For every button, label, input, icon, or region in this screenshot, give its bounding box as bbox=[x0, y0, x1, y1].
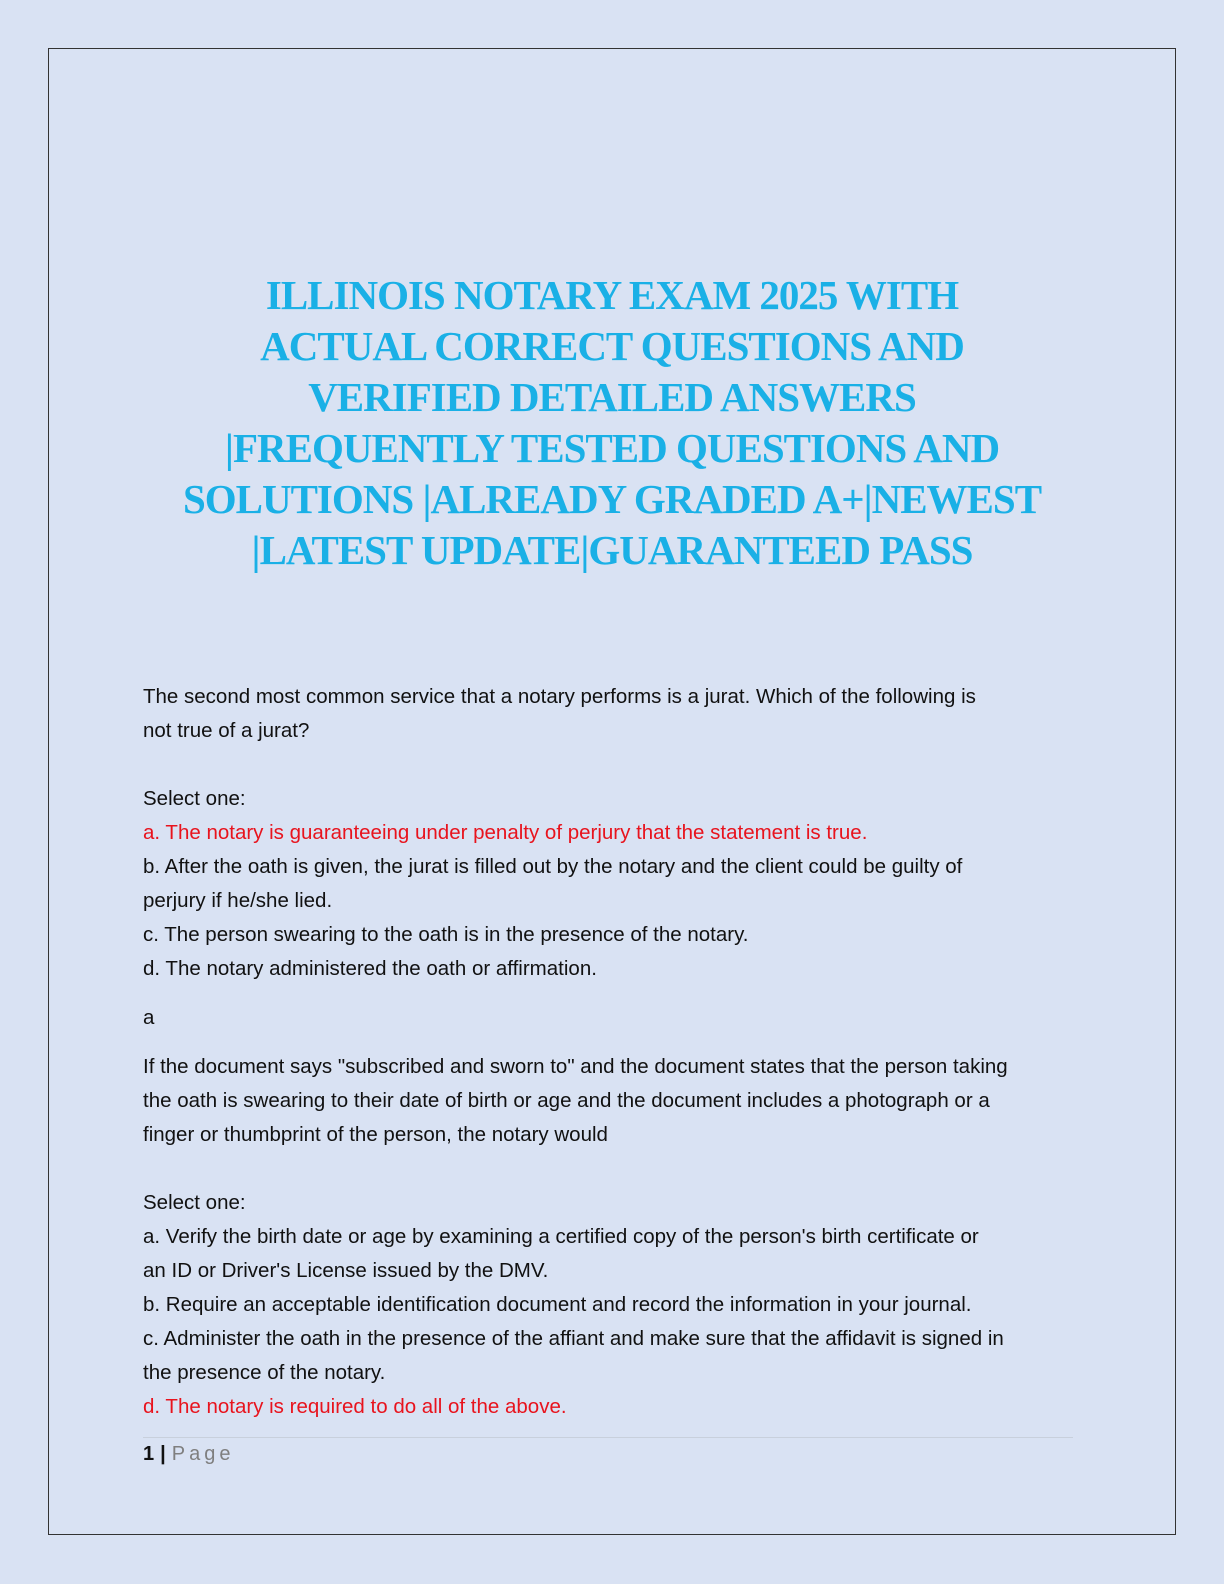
question-text: If the document says "subscribed and sworn to" and the document states that the person taking bbox=[143, 1055, 1008, 1078]
option-d: d. The notary administered the oath or affirmation. bbox=[143, 957, 597, 980]
answer-text: a bbox=[143, 1006, 155, 1029]
option-c: c. The person swearing to the oath is in the presence of the notary. bbox=[143, 923, 749, 946]
page-footer bbox=[143, 1440, 234, 1468]
title-line: VERIFIED DETAILED ANSWERS bbox=[308, 374, 916, 420]
footer-divider bbox=[143, 1437, 1073, 1438]
option-c-continued: the presence of the notary. bbox=[143, 1361, 386, 1384]
title-line: |LATEST UPDATE|GUARANTEED PASS bbox=[251, 527, 973, 573]
page-number: 1 bbox=[143, 1443, 155, 1465]
question-text: finger or thumbprint of the person, the notary would bbox=[143, 1123, 608, 1146]
title-line: ACTUAL CORRECT QUESTIONS AND bbox=[260, 323, 964, 369]
option-b: b. Require an acceptable identification document and record the information in your journal. bbox=[143, 1293, 972, 1316]
select-one-label: Select one: bbox=[143, 1191, 246, 1214]
title-line: SOLUTIONS |ALREADY GRADED A+|NEWEST bbox=[182, 476, 1042, 522]
page-label: Page bbox=[171, 1443, 235, 1465]
title-line: |FREQUENTLY TESTED QUESTIONS AND bbox=[224, 425, 1000, 471]
option-b: b. After the oath is given, the jurat is filled out by the notary and the client could be guilty of bbox=[143, 855, 963, 878]
question-2 bbox=[143, 1050, 1083, 1424]
option-b-continued: perjury if he/she lied. bbox=[143, 889, 333, 912]
document-title bbox=[130, 270, 1094, 576]
question-1 bbox=[143, 680, 1083, 1035]
option-c: c. Administer the oath in the presence of the affiant and make sure that the affidavit is signed in bbox=[143, 1327, 1004, 1350]
question-text: the oath is swearing to their date of birth or age and the document includes a photograph or a bbox=[143, 1089, 990, 1112]
option-a-correct: a. The notary is guaranteeing under penalty of perjury that the statement is true. bbox=[143, 821, 868, 844]
select-one-label: Select one: bbox=[143, 787, 246, 810]
option-d-correct: d. The notary is required to do all of the above. bbox=[143, 1395, 567, 1418]
option-a-continued: an ID or Driver's License issued by the DMV. bbox=[143, 1259, 549, 1282]
document-body bbox=[143, 680, 1083, 1424]
question-text: The second most common service that a notary performs is a jurat. Which of the following is bbox=[143, 685, 976, 708]
title-line: ILLINOIS NOTARY EXAM 2025 WITH bbox=[265, 272, 959, 318]
footer-separator: | bbox=[160, 1443, 166, 1465]
option-a: a. Verify the birth date or age by examining a certified copy of the person's birth certificate or bbox=[143, 1225, 979, 1248]
question-text: not true of a jurat? bbox=[143, 719, 310, 742]
